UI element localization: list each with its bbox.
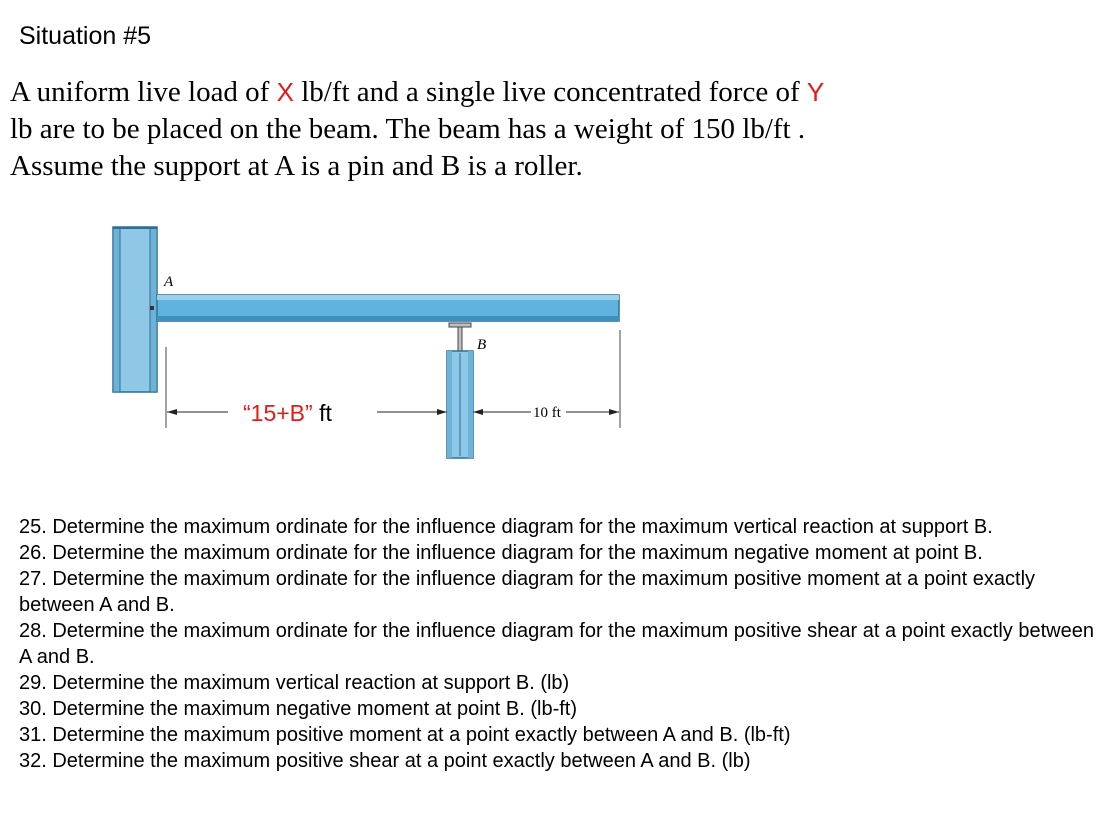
- dim-left-expression: “15+B”: [243, 400, 313, 426]
- beam: [157, 295, 619, 321]
- question-list: [19, 514, 1104, 774]
- question-item: 25. Determine the maximum ordinate for the influence diagram for the maximum vertical reaction at support B.: [19, 516, 993, 538]
- question-item: 26. Determine the maximum ordinate for the influence diagram for the maximum negative moment at point B.: [19, 542, 983, 564]
- page-title: Situation #5: [19, 22, 152, 50]
- variable-x: X: [276, 77, 294, 107]
- beam-diagram: [0, 210, 700, 480]
- intro-text-1: A uniform live load of: [10, 76, 277, 108]
- dim-right-label: 10 ft: [533, 405, 561, 421]
- label-b: B: [477, 337, 487, 353]
- intro-text-2: lb/ft and a single live concentrated force of: [293, 76, 807, 108]
- intro-text-3: lb are to be placed on the beam. The beam has a weight of 150 lb/ft . Assume the support at A is a pin and B is a roller.: [10, 113, 806, 182]
- beam-figure: [0, 210, 700, 480]
- dim-left-unit: ft: [312, 400, 332, 426]
- roller-support-b: [447, 323, 473, 458]
- question-item: 32. Determine the maximum positive shear at a point exactly between A and B. (lb): [19, 750, 751, 772]
- question-item: 28. Determine the maximum ordinate for the influence diagram for the maximum positive shear at a point exactly between A and B.: [19, 620, 1094, 668]
- label-a: A: [164, 274, 174, 290]
- question-item: 27. Determine the maximum ordinate for the influence diagram for the maximum positive moment at a point exactly between A and B.: [19, 568, 1036, 616]
- question-item: 31. Determine the maximum positive moment at a point exactly between A and B. (lb-ft): [19, 724, 791, 746]
- problem-statement: [10, 74, 850, 185]
- question-item: 30. Determine the maximum negative moment at point B. (lb-ft): [19, 698, 578, 720]
- dim-left-label: [243, 400, 332, 427]
- variable-y: Y: [806, 77, 825, 107]
- question-item: 29. Determine the maximum vertical reaction at support B. (lb): [19, 672, 570, 694]
